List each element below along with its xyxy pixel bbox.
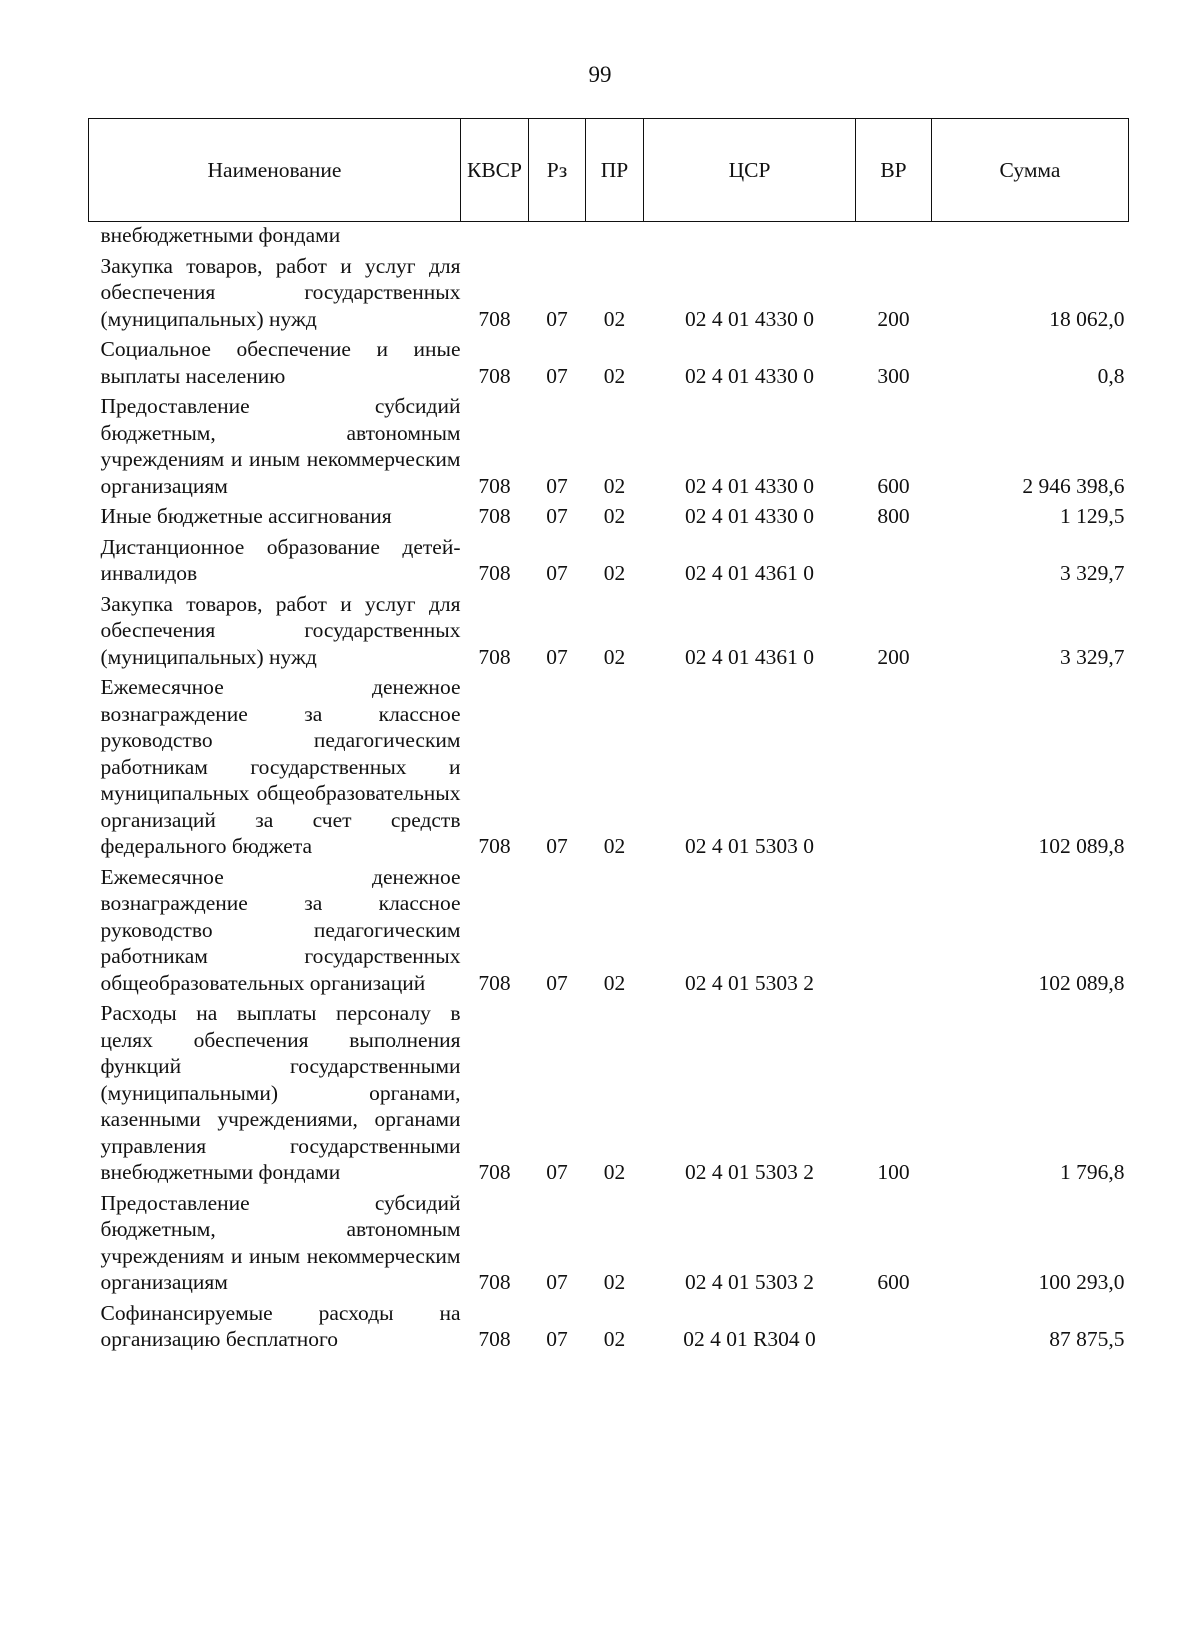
table-row [89, 1296, 1129, 1353]
cell-rz: 07 [546, 473, 568, 498]
cell-vr: 300 [877, 363, 910, 388]
cell-name: Предоставление субсидий бюджетным, автономным учреждениям и иным некоммерческим организациям [100, 1190, 461, 1294]
header-name: Наименование [89, 119, 461, 222]
cell-pr: 02 [603, 1270, 626, 1294]
cell-kvsr: 708 [478, 1270, 511, 1294]
table-row [89, 587, 1129, 671]
header-vr: ВР [856, 119, 932, 222]
cell-name: Иные бюджетные ассигнования [100, 504, 392, 528]
header-rz: Рз [529, 119, 586, 222]
cell-vr [856, 222, 932, 249]
cell-sum: 3 329,7 [1060, 644, 1125, 669]
budget-table [88, 118, 1129, 1353]
cell-csr: 02 4 01 5303 2 [685, 970, 814, 995]
cell-sum: 18 062,0 [1049, 306, 1125, 331]
header-row [89, 119, 1129, 222]
cell-pr: 02 [603, 504, 626, 528]
cell-sum [932, 222, 1129, 249]
cell-name: Предоставление субсидий бюджетным, автономным учреждениям и иным некоммерческим организациям [100, 394, 461, 498]
cell-name: Закупка товаров, работ и услуг для обеспечения государственных (муниципальных) нужд [100, 591, 461, 669]
cell-csr: 02 4 01 4361 0 [685, 644, 814, 669]
cell-rz: 07 [546, 504, 568, 528]
cell-csr: 02 4 01 5303 2 [685, 1160, 814, 1184]
cell-sum: 87 875,5 [1049, 1327, 1125, 1351]
cell-kvsr: 708 [478, 1327, 511, 1351]
cell-pr [586, 222, 644, 249]
cell-name: внебюджетными фондами [100, 223, 341, 247]
cell-kvsr: 708 [478, 473, 511, 498]
cell-vr: 600 [877, 1270, 910, 1294]
cell-csr: 02 4 01 R304 0 [683, 1327, 816, 1351]
cell-vr [856, 860, 932, 997]
cell-kvsr: 708 [478, 306, 511, 331]
cell-pr: 02 [603, 473, 626, 498]
cell-name: Социальное обеспечение и иные выплаты населению [100, 337, 461, 388]
cell-vr [856, 1296, 932, 1353]
table-row [89, 996, 1129, 1186]
cell-sum: 3 329,7 [1060, 561, 1125, 585]
cell-name: Ежемесячное денежное вознаграждение за классное руководство педагогическим работникам государственных общеобразовательных организаций [100, 864, 461, 995]
header-pr: ПР [586, 119, 644, 222]
cell-kvsr: 708 [478, 363, 511, 388]
cell-vr: 100 [877, 1160, 910, 1184]
cell-kvsr: 708 [478, 561, 511, 585]
cell-name: Ежемесячное денежное вознаграждение за классное руководство педагогическим работникам государственных и муниципальных общеобразовательных организаций за счет средств федерального бюджета [100, 675, 461, 858]
cell-sum: 100 293,0 [1038, 1270, 1125, 1294]
cell-vr: 800 [877, 504, 910, 528]
cell-vr: 200 [877, 306, 910, 331]
cell-kvsr: 708 [478, 970, 511, 995]
cell-rz [529, 222, 586, 249]
budget-table-container [88, 118, 1128, 1353]
cell-sum: 102 089,8 [1038, 834, 1125, 858]
cell-csr: 02 4 01 4330 0 [685, 363, 814, 388]
cell-vr [856, 670, 932, 860]
cell-csr: 02 4 01 5303 2 [685, 1270, 814, 1294]
cell-kvsr: 708 [478, 834, 511, 858]
cell-rz: 07 [546, 1327, 568, 1351]
table-row [89, 249, 1129, 333]
cell-name: Расходы на выплаты персоналу в целях обеспечения выполнения функций государственными (муниципальными) органами, казенными учреждениями, органами управления государственными внебюджетными фондами [100, 1001, 461, 1184]
cell-csr: 02 4 01 4330 0 [685, 473, 814, 498]
cell-csr [644, 222, 856, 249]
cell-csr: 02 4 01 4330 0 [685, 504, 814, 528]
cell-name: Дистанционное образование детей-инвалидов [100, 534, 461, 585]
cell-pr: 02 [603, 1327, 626, 1351]
cell-sum: 2 946 398,6 [1022, 473, 1125, 498]
cell-vr: 600 [877, 473, 910, 498]
cell-rz: 07 [546, 306, 568, 331]
cell-pr: 02 [603, 834, 626, 858]
cell-rz: 07 [546, 834, 568, 858]
cell-rz: 07 [546, 363, 568, 388]
table-row [89, 389, 1129, 499]
cell-kvsr: 708 [478, 1160, 511, 1184]
cell-name: Софинансируемые расходы на организацию бесплатного [100, 1300, 461, 1351]
cell-vr [856, 530, 932, 587]
table-row [89, 332, 1129, 389]
cell-rz: 07 [546, 1270, 568, 1294]
table-row [89, 222, 1129, 249]
cell-rz: 07 [546, 561, 568, 585]
table-row [89, 860, 1129, 997]
table-body [89, 222, 1129, 1353]
cell-csr: 02 4 01 4330 0 [685, 306, 814, 331]
cell-vr: 200 [877, 644, 910, 669]
cell-pr: 02 [603, 561, 626, 585]
cell-rz: 07 [546, 1160, 568, 1184]
cell-csr: 02 4 01 4361 0 [685, 561, 814, 585]
cell-kvsr: 708 [478, 644, 511, 669]
header-kvsr: КВСР [461, 119, 529, 222]
table-header [89, 119, 1129, 222]
cell-pr: 02 [603, 1160, 626, 1184]
cell-pr: 02 [603, 306, 626, 331]
header-csr: ЦСР [644, 119, 856, 222]
cell-pr: 02 [603, 363, 626, 388]
cell-pr: 02 [603, 644, 626, 669]
cell-rz: 07 [546, 970, 568, 995]
cell-name: Закупка товаров, работ и услуг для обеспечения государственных (муниципальных) нужд [100, 253, 461, 331]
cell-pr: 02 [603, 970, 626, 995]
cell-sum: 102 089,8 [1038, 970, 1125, 995]
cell-sum: 1 129,5 [1060, 504, 1125, 528]
table-row [89, 670, 1129, 860]
cell-kvsr [461, 222, 529, 249]
table-row [89, 1186, 1129, 1296]
table-row [89, 530, 1129, 587]
table-row [89, 499, 1129, 530]
cell-sum: 1 796,8 [1060, 1160, 1125, 1184]
cell-csr: 02 4 01 5303 0 [685, 834, 814, 858]
cell-rz: 07 [546, 644, 568, 669]
header-sum: Сумма [932, 119, 1129, 222]
cell-kvsr: 708 [478, 504, 511, 528]
cell-sum: 0,8 [1097, 363, 1125, 388]
page-number: 99 [588, 62, 612, 87]
